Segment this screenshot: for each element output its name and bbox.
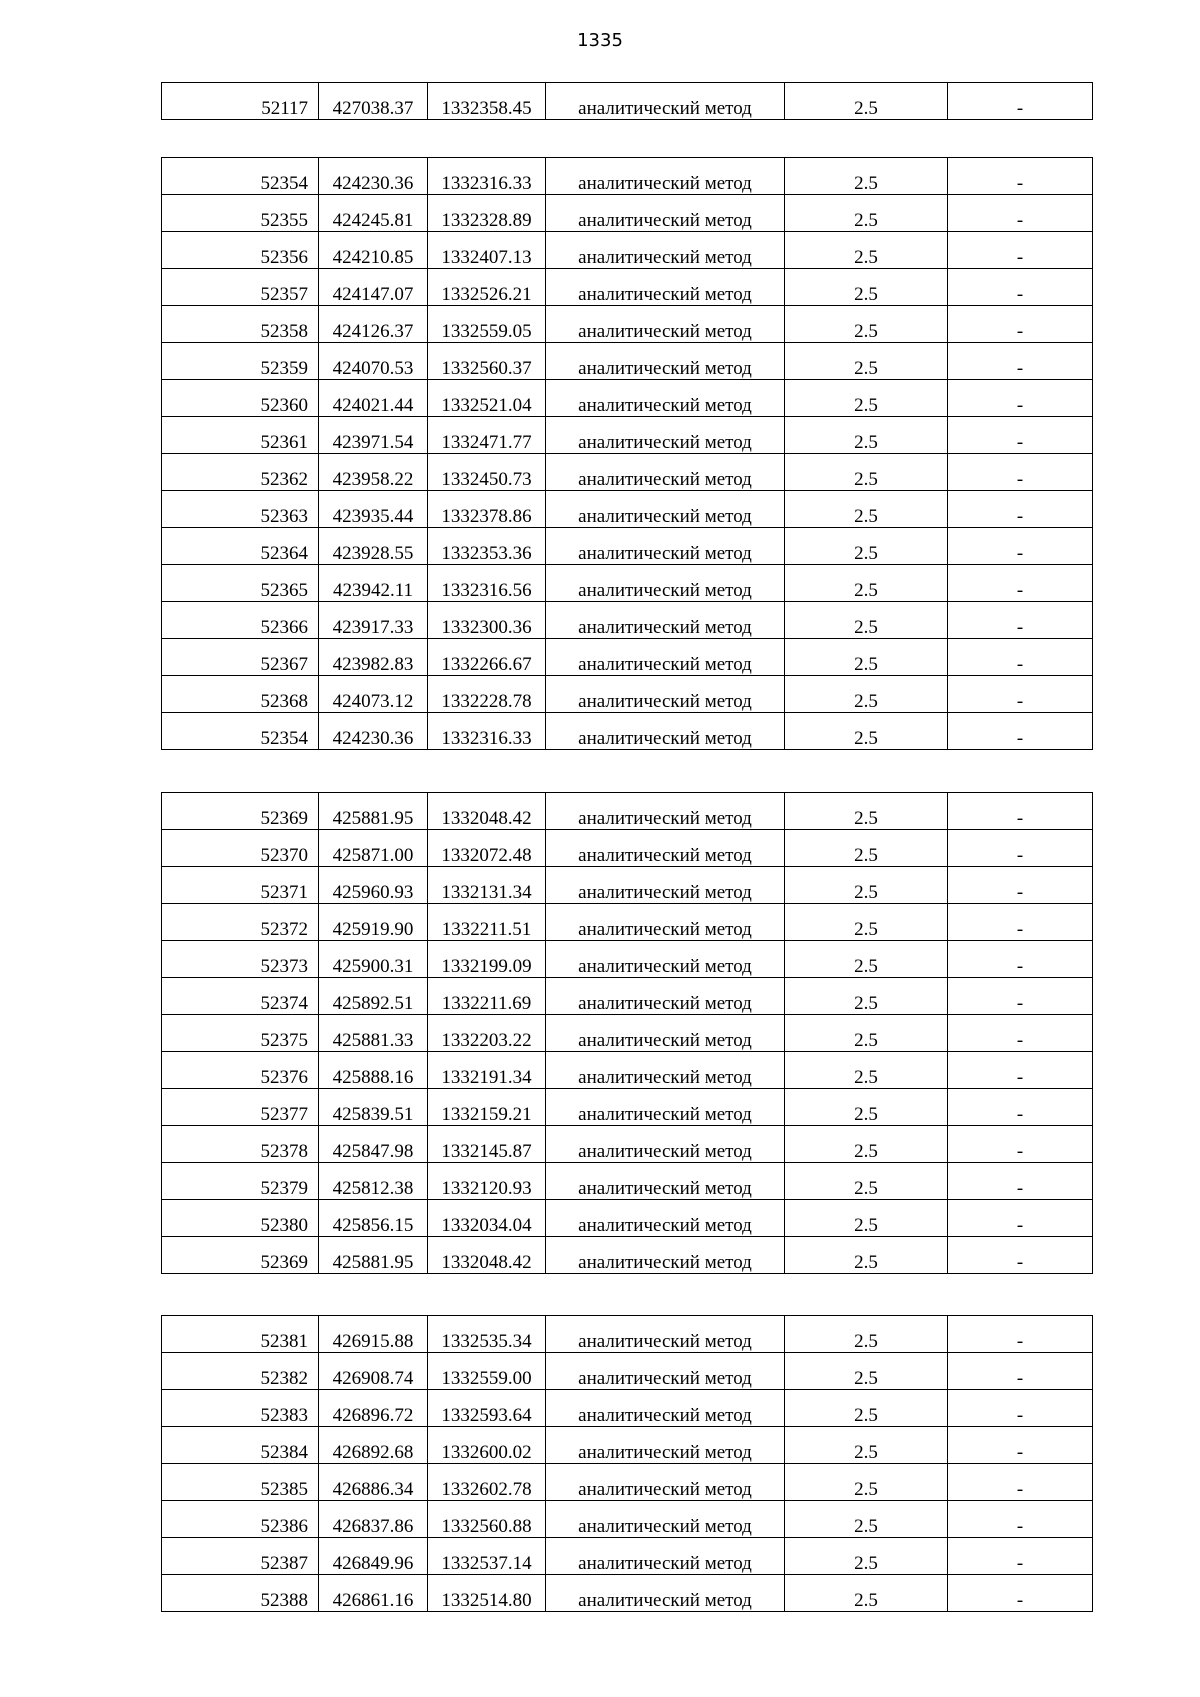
table-row	[162, 343, 1093, 380]
x-coordinate-cell: 426908.74	[319, 1353, 428, 1390]
table-row	[162, 1353, 1093, 1390]
x-coordinate-cell: 425960.93	[319, 867, 428, 904]
accuracy-cell: 2.5	[785, 602, 948, 639]
method-cell: аналитический метод	[546, 195, 785, 232]
y-coordinate-cell: 1332559.05	[428, 306, 546, 343]
x-coordinate-cell: 423958.22	[319, 454, 428, 491]
y-coordinate-cell: 1332514.80	[428, 1575, 546, 1612]
x-coordinate-cell: 425888.16	[319, 1052, 428, 1089]
point-id-cell: 52362	[162, 454, 319, 491]
note-cell: -	[948, 602, 1093, 639]
accuracy-cell: 2.5	[785, 158, 948, 195]
point-id-cell: 52364	[162, 528, 319, 565]
point-id-cell: 52372	[162, 904, 319, 941]
note-cell: -	[948, 417, 1093, 454]
table-row	[162, 1316, 1093, 1353]
y-coordinate-cell: 1332211.69	[428, 978, 546, 1015]
table-row	[162, 941, 1093, 978]
table-row	[162, 1390, 1093, 1427]
accuracy-cell: 2.5	[785, 904, 948, 941]
x-coordinate-cell: 424210.85	[319, 232, 428, 269]
x-coordinate-cell: 423928.55	[319, 528, 428, 565]
y-coordinate-cell: 1332526.21	[428, 269, 546, 306]
accuracy-cell: 2.5	[785, 195, 948, 232]
method-cell: аналитический метод	[546, 83, 785, 120]
y-coordinate-cell: 1332358.45	[428, 83, 546, 120]
point-id-cell: 52371	[162, 867, 319, 904]
accuracy-cell: 2.5	[785, 343, 948, 380]
point-id-cell: 52369	[162, 1237, 319, 1274]
accuracy-cell: 2.5	[785, 1200, 948, 1237]
point-id-cell: 52361	[162, 417, 319, 454]
table-row	[162, 676, 1093, 713]
point-id-cell: 52387	[162, 1538, 319, 1575]
x-coordinate-cell: 424021.44	[319, 380, 428, 417]
table-row	[162, 602, 1093, 639]
note-cell: -	[948, 867, 1093, 904]
table-row	[162, 1575, 1093, 1612]
table-row	[162, 1089, 1093, 1126]
method-cell: аналитический метод	[546, 1237, 785, 1274]
note-cell: -	[948, 232, 1093, 269]
table-row	[162, 269, 1093, 306]
point-id-cell: 52363	[162, 491, 319, 528]
point-id-cell: 52357	[162, 269, 319, 306]
y-coordinate-cell: 1332211.51	[428, 904, 546, 941]
point-id-cell: 52384	[162, 1427, 319, 1464]
x-coordinate-cell: 423935.44	[319, 491, 428, 528]
x-coordinate-cell: 427038.37	[319, 83, 428, 120]
method-cell: аналитический метод	[546, 1015, 785, 1052]
table-row	[162, 454, 1093, 491]
y-coordinate-cell: 1332072.48	[428, 830, 546, 867]
accuracy-cell: 2.5	[785, 232, 948, 269]
y-coordinate-cell: 1332159.21	[428, 1089, 546, 1126]
method-cell: аналитический метод	[546, 343, 785, 380]
accuracy-cell: 2.5	[785, 676, 948, 713]
x-coordinate-cell: 424073.12	[319, 676, 428, 713]
note-cell: -	[948, 830, 1093, 867]
method-cell: аналитический метод	[546, 306, 785, 343]
x-coordinate-cell: 424070.53	[319, 343, 428, 380]
table-row	[162, 528, 1093, 565]
point-id-cell: 52381	[162, 1316, 319, 1353]
method-cell: аналитический метод	[546, 380, 785, 417]
accuracy-cell: 2.5	[785, 1163, 948, 1200]
table-row	[162, 491, 1093, 528]
accuracy-cell: 2.5	[785, 1501, 948, 1538]
x-coordinate-cell: 426837.86	[319, 1501, 428, 1538]
note-cell: -	[948, 676, 1093, 713]
accuracy-cell: 2.5	[785, 1237, 948, 1274]
x-coordinate-cell: 425900.31	[319, 941, 428, 978]
method-cell: аналитический метод	[546, 1390, 785, 1427]
coordinates-table-4	[161, 1315, 1093, 1612]
method-cell: аналитический метод	[546, 417, 785, 454]
point-id-cell: 52386	[162, 1501, 319, 1538]
x-coordinate-cell: 423982.83	[319, 639, 428, 676]
method-cell: аналитический метод	[546, 978, 785, 1015]
y-coordinate-cell: 1332353.36	[428, 528, 546, 565]
note-cell: -	[948, 380, 1093, 417]
accuracy-cell: 2.5	[785, 793, 948, 830]
coordinates-table-3	[161, 792, 1093, 1274]
point-id-cell: 52355	[162, 195, 319, 232]
accuracy-cell: 2.5	[785, 1052, 948, 1089]
note-cell: -	[948, 1052, 1093, 1089]
note-cell: -	[948, 83, 1093, 120]
method-cell: аналитический метод	[546, 1126, 785, 1163]
note-cell: -	[948, 639, 1093, 676]
page-number: 1335	[577, 30, 623, 51]
x-coordinate-cell: 425856.15	[319, 1200, 428, 1237]
table-row	[162, 83, 1093, 120]
note-cell: -	[948, 1501, 1093, 1538]
accuracy-cell: 2.5	[785, 978, 948, 1015]
note-cell: -	[948, 269, 1093, 306]
method-cell: аналитический метод	[546, 904, 785, 941]
accuracy-cell: 2.5	[785, 1353, 948, 1390]
x-coordinate-cell: 425871.00	[319, 830, 428, 867]
x-coordinate-cell: 425881.95	[319, 1237, 428, 1274]
accuracy-cell: 2.5	[785, 1427, 948, 1464]
y-coordinate-cell: 1332450.73	[428, 454, 546, 491]
accuracy-cell: 2.5	[785, 1575, 948, 1612]
point-id-cell: 52354	[162, 158, 319, 195]
y-coordinate-cell: 1332266.67	[428, 639, 546, 676]
method-cell: аналитический метод	[546, 454, 785, 491]
x-coordinate-cell: 425839.51	[319, 1089, 428, 1126]
method-cell: аналитический метод	[546, 602, 785, 639]
y-coordinate-cell: 1332537.14	[428, 1538, 546, 1575]
table-row	[162, 565, 1093, 602]
point-id-cell: 52379	[162, 1163, 319, 1200]
accuracy-cell: 2.5	[785, 941, 948, 978]
accuracy-cell: 2.5	[785, 1089, 948, 1126]
y-coordinate-cell: 1332535.34	[428, 1316, 546, 1353]
x-coordinate-cell: 425881.33	[319, 1015, 428, 1052]
method-cell: аналитический метод	[546, 713, 785, 750]
method-cell: аналитический метод	[546, 1464, 785, 1501]
method-cell: аналитический метод	[546, 1163, 785, 1200]
note-cell: -	[948, 528, 1093, 565]
method-cell: аналитический метод	[546, 1575, 785, 1612]
method-cell: аналитический метод	[546, 1427, 785, 1464]
y-coordinate-cell: 1332559.00	[428, 1353, 546, 1390]
x-coordinate-cell: 424230.36	[319, 713, 428, 750]
y-coordinate-cell: 1332560.37	[428, 343, 546, 380]
coordinates-table-1	[161, 82, 1093, 120]
method-cell: аналитический метод	[546, 941, 785, 978]
point-id-cell: 52376	[162, 1052, 319, 1089]
note-cell: -	[948, 1163, 1093, 1200]
point-id-cell: 52358	[162, 306, 319, 343]
table-row	[162, 232, 1093, 269]
table-row	[162, 1538, 1093, 1575]
note-cell: -	[948, 454, 1093, 491]
note-cell: -	[948, 195, 1093, 232]
y-coordinate-cell: 1332203.22	[428, 1015, 546, 1052]
point-id-cell: 52356	[162, 232, 319, 269]
table-row	[162, 1427, 1093, 1464]
accuracy-cell: 2.5	[785, 417, 948, 454]
point-id-cell: 52380	[162, 1200, 319, 1237]
point-id-cell: 52359	[162, 343, 319, 380]
point-id-cell: 52377	[162, 1089, 319, 1126]
accuracy-cell: 2.5	[785, 1015, 948, 1052]
table-row	[162, 978, 1093, 1015]
note-cell: -	[948, 1015, 1093, 1052]
table-row	[162, 1052, 1093, 1089]
y-coordinate-cell: 1332471.77	[428, 417, 546, 454]
method-cell: аналитический метод	[546, 676, 785, 713]
x-coordinate-cell: 423942.11	[319, 565, 428, 602]
coordinates-table-2	[161, 157, 1093, 750]
point-id-cell: 52360	[162, 380, 319, 417]
table-row	[162, 306, 1093, 343]
x-coordinate-cell: 425881.95	[319, 793, 428, 830]
point-id-cell: 52382	[162, 1353, 319, 1390]
note-cell: -	[948, 565, 1093, 602]
method-cell: аналитический метод	[546, 793, 785, 830]
y-coordinate-cell: 1332378.86	[428, 491, 546, 528]
accuracy-cell: 2.5	[785, 269, 948, 306]
y-coordinate-cell: 1332048.42	[428, 793, 546, 830]
table-row	[162, 904, 1093, 941]
y-coordinate-cell: 1332521.04	[428, 380, 546, 417]
accuracy-cell: 2.5	[785, 713, 948, 750]
note-cell: -	[948, 1316, 1093, 1353]
method-cell: аналитический метод	[546, 565, 785, 602]
point-id-cell: 52374	[162, 978, 319, 1015]
note-cell: -	[948, 1126, 1093, 1163]
x-coordinate-cell: 425812.38	[319, 1163, 428, 1200]
x-coordinate-cell: 426892.68	[319, 1427, 428, 1464]
x-coordinate-cell: 426896.72	[319, 1390, 428, 1427]
x-coordinate-cell: 426861.16	[319, 1575, 428, 1612]
y-coordinate-cell: 1332300.36	[428, 602, 546, 639]
table-row	[162, 417, 1093, 454]
method-cell: аналитический метод	[546, 232, 785, 269]
table-row	[162, 158, 1093, 195]
method-cell: аналитический метод	[546, 1353, 785, 1390]
x-coordinate-cell: 424245.81	[319, 195, 428, 232]
point-id-cell: 52388	[162, 1575, 319, 1612]
accuracy-cell: 2.5	[785, 565, 948, 602]
y-coordinate-cell: 1332228.78	[428, 676, 546, 713]
table-row	[162, 380, 1093, 417]
method-cell: аналитический метод	[546, 1501, 785, 1538]
y-coordinate-cell: 1332034.04	[428, 1200, 546, 1237]
note-cell: -	[948, 158, 1093, 195]
method-cell: аналитический метод	[546, 528, 785, 565]
y-coordinate-cell: 1332131.34	[428, 867, 546, 904]
point-id-cell: 52385	[162, 1464, 319, 1501]
method-cell: аналитический метод	[546, 491, 785, 528]
note-cell: -	[948, 1390, 1093, 1427]
method-cell: аналитический метод	[546, 1200, 785, 1237]
note-cell: -	[948, 1089, 1093, 1126]
x-coordinate-cell: 426849.96	[319, 1538, 428, 1575]
note-cell: -	[948, 343, 1093, 380]
point-id-cell: 52367	[162, 639, 319, 676]
point-id-cell: 52375	[162, 1015, 319, 1052]
x-coordinate-cell: 425892.51	[319, 978, 428, 1015]
point-id-cell: 52365	[162, 565, 319, 602]
y-coordinate-cell: 1332191.34	[428, 1052, 546, 1089]
method-cell: аналитический метод	[546, 1052, 785, 1089]
table-row	[162, 867, 1093, 904]
table-row	[162, 639, 1093, 676]
table-row	[162, 1126, 1093, 1163]
note-cell: -	[948, 1538, 1093, 1575]
method-cell: аналитический метод	[546, 867, 785, 904]
y-coordinate-cell: 1332120.93	[428, 1163, 546, 1200]
table-row	[162, 1200, 1093, 1237]
accuracy-cell: 2.5	[785, 1316, 948, 1353]
y-coordinate-cell: 1332316.33	[428, 158, 546, 195]
y-coordinate-cell: 1332600.02	[428, 1427, 546, 1464]
method-cell: аналитический метод	[546, 1089, 785, 1126]
method-cell: аналитический метод	[546, 269, 785, 306]
method-cell: аналитический метод	[546, 158, 785, 195]
note-cell: -	[948, 1575, 1093, 1612]
x-coordinate-cell: 424230.36	[319, 158, 428, 195]
point-id-cell: 52370	[162, 830, 319, 867]
y-coordinate-cell: 1332560.88	[428, 1501, 546, 1538]
x-coordinate-cell: 425919.90	[319, 904, 428, 941]
table-row	[162, 830, 1093, 867]
accuracy-cell: 2.5	[785, 491, 948, 528]
note-cell: -	[948, 491, 1093, 528]
table-row	[162, 793, 1093, 830]
y-coordinate-cell: 1332199.09	[428, 941, 546, 978]
y-coordinate-cell: 1332593.64	[428, 1390, 546, 1427]
accuracy-cell: 2.5	[785, 380, 948, 417]
y-coordinate-cell: 1332316.33	[428, 713, 546, 750]
note-cell: -	[948, 1237, 1093, 1274]
y-coordinate-cell: 1332602.78	[428, 1464, 546, 1501]
y-coordinate-cell: 1332407.13	[428, 232, 546, 269]
x-coordinate-cell: 426915.88	[319, 1316, 428, 1353]
point-id-cell: 52354	[162, 713, 319, 750]
x-coordinate-cell: 424147.07	[319, 269, 428, 306]
note-cell: -	[948, 793, 1093, 830]
y-coordinate-cell: 1332328.89	[428, 195, 546, 232]
point-id-cell: 52117	[162, 83, 319, 120]
note-cell: -	[948, 306, 1093, 343]
accuracy-cell: 2.5	[785, 1464, 948, 1501]
y-coordinate-cell: 1332316.56	[428, 565, 546, 602]
table-row	[162, 1237, 1093, 1274]
x-coordinate-cell: 425847.98	[319, 1126, 428, 1163]
accuracy-cell: 2.5	[785, 1538, 948, 1575]
note-cell: -	[948, 1200, 1093, 1237]
note-cell: -	[948, 713, 1093, 750]
table-row	[162, 1163, 1093, 1200]
accuracy-cell: 2.5	[785, 454, 948, 491]
x-coordinate-cell: 423917.33	[319, 602, 428, 639]
table-row	[162, 195, 1093, 232]
y-coordinate-cell: 1332048.42	[428, 1237, 546, 1274]
accuracy-cell: 2.5	[785, 639, 948, 676]
note-cell: -	[948, 1353, 1093, 1390]
accuracy-cell: 2.5	[785, 528, 948, 565]
point-id-cell: 52366	[162, 602, 319, 639]
method-cell: аналитический метод	[546, 1538, 785, 1575]
accuracy-cell: 2.5	[785, 867, 948, 904]
table-row	[162, 1464, 1093, 1501]
accuracy-cell: 2.5	[785, 1390, 948, 1427]
accuracy-cell: 2.5	[785, 830, 948, 867]
method-cell: аналитический метод	[546, 1316, 785, 1353]
x-coordinate-cell: 423971.54	[319, 417, 428, 454]
accuracy-cell: 2.5	[785, 306, 948, 343]
table-row	[162, 713, 1093, 750]
point-id-cell: 52383	[162, 1390, 319, 1427]
point-id-cell: 52373	[162, 941, 319, 978]
x-coordinate-cell: 424126.37	[319, 306, 428, 343]
table-row	[162, 1015, 1093, 1052]
note-cell: -	[948, 1427, 1093, 1464]
x-coordinate-cell: 426886.34	[319, 1464, 428, 1501]
y-coordinate-cell: 1332145.87	[428, 1126, 546, 1163]
point-id-cell: 52369	[162, 793, 319, 830]
note-cell: -	[948, 941, 1093, 978]
accuracy-cell: 2.5	[785, 83, 948, 120]
note-cell: -	[948, 978, 1093, 1015]
point-id-cell: 52378	[162, 1126, 319, 1163]
accuracy-cell: 2.5	[785, 1126, 948, 1163]
point-id-cell: 52368	[162, 676, 319, 713]
note-cell: -	[948, 904, 1093, 941]
method-cell: аналитический метод	[546, 639, 785, 676]
note-cell: -	[948, 1464, 1093, 1501]
method-cell: аналитический метод	[546, 830, 785, 867]
table-row	[162, 1501, 1093, 1538]
